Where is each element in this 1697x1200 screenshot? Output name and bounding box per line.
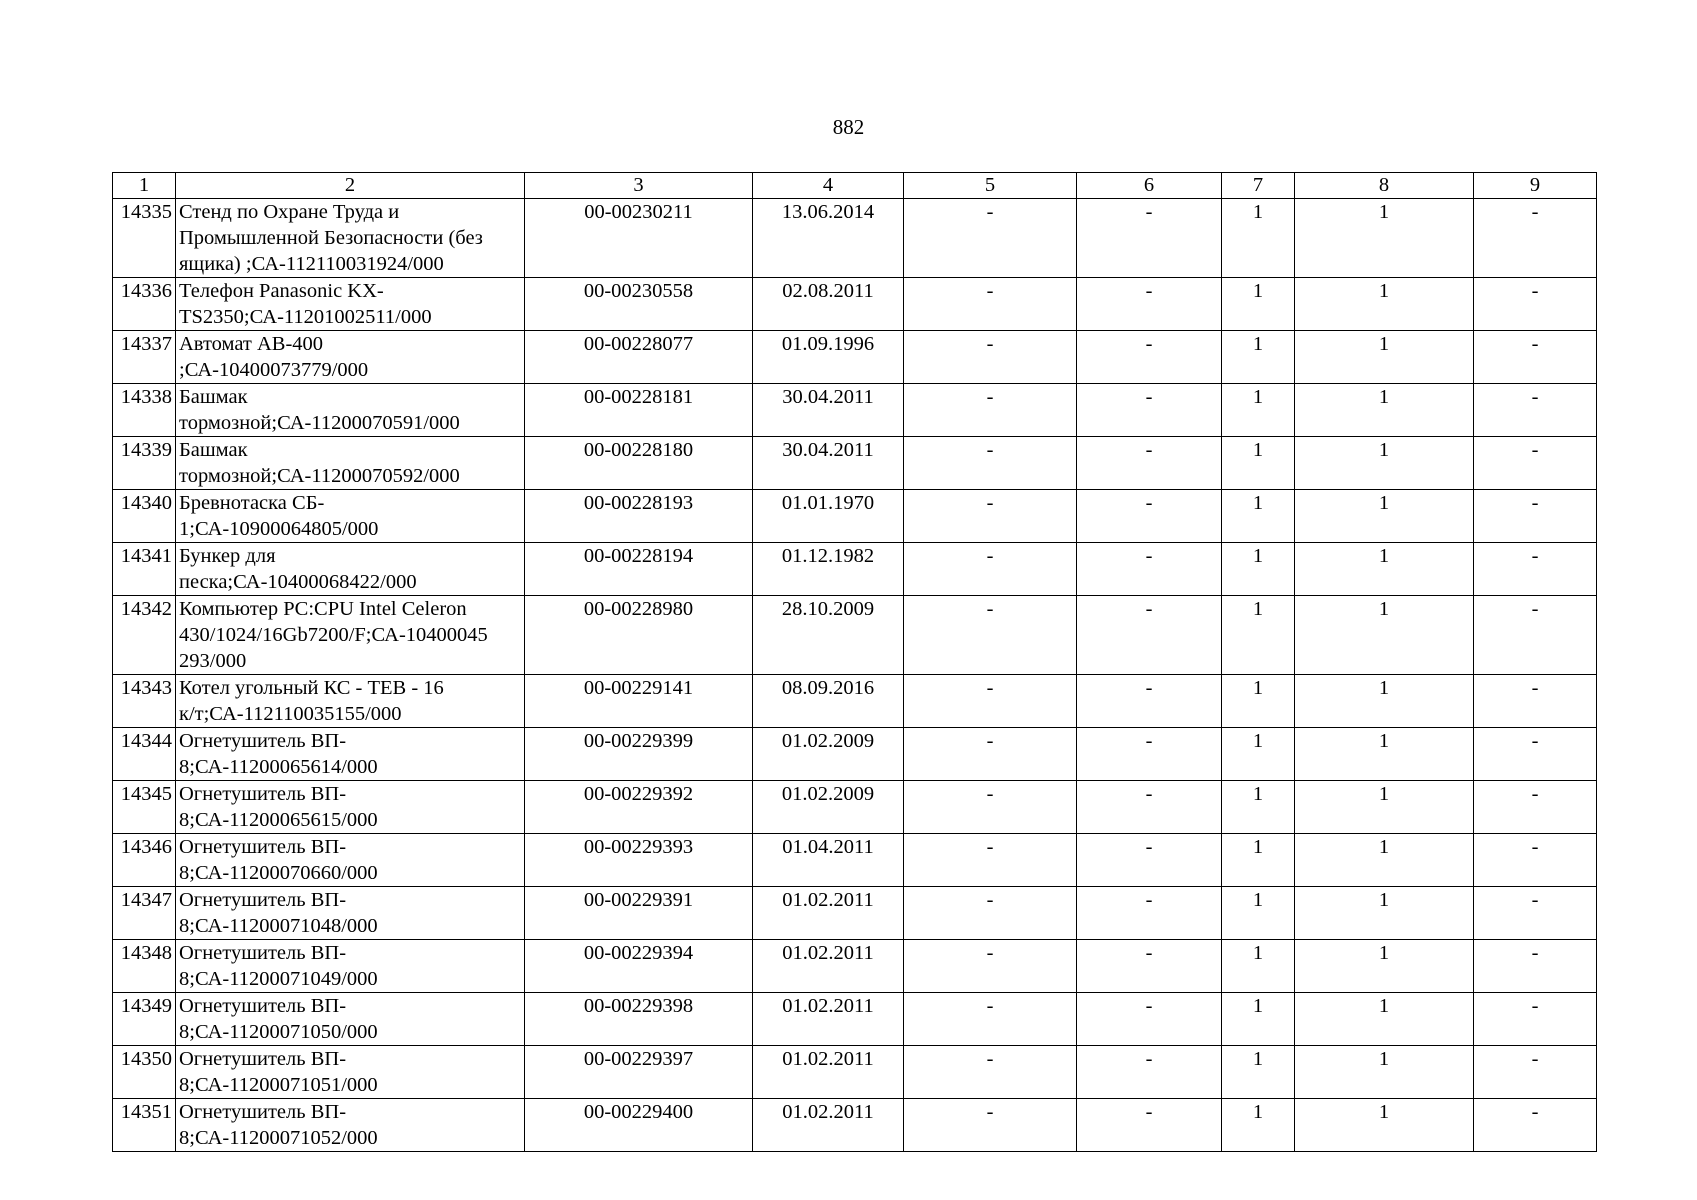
col8-cell: 1: [1295, 490, 1474, 543]
table-body: [113, 199, 1597, 1152]
col7-cell: 1: [1222, 1099, 1295, 1152]
inventory-code: 00-00229394: [525, 940, 753, 993]
row-number: 14340: [113, 490, 176, 543]
col9-cell: -: [1474, 675, 1597, 728]
column-header: 6: [1077, 173, 1222, 199]
col5-cell: -: [904, 331, 1077, 384]
row-number: 14346: [113, 834, 176, 887]
date-cell: 28.10.2009: [753, 596, 904, 675]
col8-cell: 1: [1295, 887, 1474, 940]
col8-cell: 1: [1295, 993, 1474, 1046]
col7-cell: 1: [1222, 199, 1295, 278]
col7-cell: 1: [1222, 781, 1295, 834]
col5-cell: -: [904, 1046, 1077, 1099]
col5-cell: -: [904, 384, 1077, 437]
col8-cell: 1: [1295, 384, 1474, 437]
col9-cell: -: [1474, 490, 1597, 543]
row-number: 14341: [113, 543, 176, 596]
col5-cell: -: [904, 993, 1077, 1046]
col5-cell: -: [904, 940, 1077, 993]
table-row: [113, 490, 1597, 543]
col7-cell: 1: [1222, 834, 1295, 887]
date-cell: 01.02.2011: [753, 940, 904, 993]
date-cell: 01.02.2011: [753, 887, 904, 940]
table-row: [113, 199, 1597, 278]
col6-cell: -: [1077, 331, 1222, 384]
item-name: Огнетушитель ВП- 8;СА-11200065615/000: [176, 781, 525, 834]
col7-cell: 1: [1222, 993, 1295, 1046]
col8-cell: 1: [1295, 675, 1474, 728]
inventory-code: 00-00229141: [525, 675, 753, 728]
col6-cell: -: [1077, 728, 1222, 781]
date-cell: 30.04.2011: [753, 437, 904, 490]
col8-cell: 1: [1295, 596, 1474, 675]
column-number-row: [113, 173, 1597, 199]
col8-cell: 1: [1295, 278, 1474, 331]
col9-cell: -: [1474, 940, 1597, 993]
col5-cell: -: [904, 781, 1077, 834]
item-name: Компьютер PC:CPU Intel Celeron 430/1024/16Gb7200/F;СА-10400045 293/000: [176, 596, 525, 675]
table-row: [113, 940, 1597, 993]
table-row: [113, 437, 1597, 490]
table-row: [113, 781, 1597, 834]
column-header: 8: [1295, 173, 1474, 199]
row-number: 14337: [113, 331, 176, 384]
col6-cell: -: [1077, 199, 1222, 278]
col7-cell: 1: [1222, 887, 1295, 940]
date-cell: 01.02.2011: [753, 1046, 904, 1099]
col5-cell: -: [904, 1099, 1077, 1152]
inventory-code: 00-00229399: [525, 728, 753, 781]
row-number: 14342: [113, 596, 176, 675]
col6-cell: -: [1077, 887, 1222, 940]
row-number: 14339: [113, 437, 176, 490]
col6-cell: -: [1077, 1099, 1222, 1152]
inventory-code: 00-00228180: [525, 437, 753, 490]
inventory-code: 00-00228077: [525, 331, 753, 384]
column-header: 7: [1222, 173, 1295, 199]
table-row: [113, 596, 1597, 675]
item-name: Котел угольный КС - ТЕВ - 16 к/т;СА-112110035155/000: [176, 675, 525, 728]
item-name: Огнетушитель ВП- 8;СА-11200071052/000: [176, 1099, 525, 1152]
col6-cell: -: [1077, 543, 1222, 596]
col7-cell: 1: [1222, 437, 1295, 490]
inventory-code: 00-00228980: [525, 596, 753, 675]
table-row: [113, 1099, 1597, 1152]
col9-cell: -: [1474, 1099, 1597, 1152]
row-number: 14344: [113, 728, 176, 781]
col6-cell: -: [1077, 384, 1222, 437]
item-name: Огнетушитель ВП- 8;СА-11200071051/000: [176, 1046, 525, 1099]
row-number: 14351: [113, 1099, 176, 1152]
col5-cell: -: [904, 199, 1077, 278]
row-number: 14350: [113, 1046, 176, 1099]
col7-cell: 1: [1222, 596, 1295, 675]
col6-cell: -: [1077, 490, 1222, 543]
col5-cell: -: [904, 278, 1077, 331]
row-number: 14349: [113, 993, 176, 1046]
col6-cell: -: [1077, 675, 1222, 728]
col6-cell: -: [1077, 437, 1222, 490]
item-name: Огнетушитель ВП- 8;СА-11200065614/000: [176, 728, 525, 781]
col7-cell: 1: [1222, 490, 1295, 543]
date-cell: 01.01.1970: [753, 490, 904, 543]
item-name: Бревнотаска СБ- 1;СА-10900064805/000: [176, 490, 525, 543]
item-name: Огнетушитель ВП- 8;СА-11200071048/000: [176, 887, 525, 940]
col9-cell: -: [1474, 887, 1597, 940]
date-cell: 13.06.2014: [753, 199, 904, 278]
inventory-code: 00-00229397: [525, 1046, 753, 1099]
inventory-code: 00-00228193: [525, 490, 753, 543]
col6-cell: -: [1077, 834, 1222, 887]
col9-cell: -: [1474, 199, 1597, 278]
col6-cell: -: [1077, 596, 1222, 675]
col9-cell: -: [1474, 781, 1597, 834]
column-header: 1: [113, 173, 176, 199]
date-cell: 08.09.2016: [753, 675, 904, 728]
col8-cell: 1: [1295, 728, 1474, 781]
col7-cell: 1: [1222, 543, 1295, 596]
row-number: 14338: [113, 384, 176, 437]
row-number: 14343: [113, 675, 176, 728]
col6-cell: -: [1077, 278, 1222, 331]
col6-cell: -: [1077, 781, 1222, 834]
date-cell: 01.02.2011: [753, 993, 904, 1046]
table-row: [113, 278, 1597, 331]
table-row: [113, 1046, 1597, 1099]
item-name: Телефон Panasonic KX- TS2350;СА-11201002511/000: [176, 278, 525, 331]
column-header: 9: [1474, 173, 1597, 199]
col8-cell: 1: [1295, 437, 1474, 490]
item-name: Стенд по Охране Труда и Промышленной Безопасности (без ящика) ;СА-112110031924/000: [176, 199, 525, 278]
item-name: Бункер для песка;СА-10400068422/000: [176, 543, 525, 596]
table-row: [113, 728, 1597, 781]
col5-cell: -: [904, 728, 1077, 781]
col5-cell: -: [904, 543, 1077, 596]
date-cell: 01.09.1996: [753, 331, 904, 384]
column-header: 4: [753, 173, 904, 199]
col5-cell: -: [904, 596, 1077, 675]
row-number: 14336: [113, 278, 176, 331]
col8-cell: 1: [1295, 331, 1474, 384]
col8-cell: 1: [1295, 543, 1474, 596]
row-number: 14335: [113, 199, 176, 278]
col5-cell: -: [904, 490, 1077, 543]
col7-cell: 1: [1222, 1046, 1295, 1099]
asset-table: [112, 172, 1597, 1152]
date-cell: 01.04.2011: [753, 834, 904, 887]
row-number: 14348: [113, 940, 176, 993]
date-cell: 02.08.2011: [753, 278, 904, 331]
table-row: [113, 993, 1597, 1046]
date-cell: 01.12.1982: [753, 543, 904, 596]
col9-cell: -: [1474, 993, 1597, 1046]
col6-cell: -: [1077, 1046, 1222, 1099]
page-number: 882: [832, 115, 865, 139]
item-name: Автомат АВ-400 ;СА-10400073779/000: [176, 331, 525, 384]
item-name: Башмак тормозной;СА-11200070591/000: [176, 384, 525, 437]
col9-cell: -: [1474, 331, 1597, 384]
table-row: [113, 331, 1597, 384]
col9-cell: -: [1474, 834, 1597, 887]
date-cell: 01.02.2009: [753, 728, 904, 781]
col8-cell: 1: [1295, 940, 1474, 993]
table-row: [113, 384, 1597, 437]
item-name: Огнетушитель ВП- 8;СА-11200071049/000: [176, 940, 525, 993]
col7-cell: 1: [1222, 278, 1295, 331]
item-name: Огнетушитель ВП- 8;СА-11200071050/000: [176, 993, 525, 1046]
item-name: Башмак тормозной;СА-11200070592/000: [176, 437, 525, 490]
col9-cell: -: [1474, 543, 1597, 596]
inventory-code: 00-00228194: [525, 543, 753, 596]
col5-cell: -: [904, 834, 1077, 887]
inventory-code: 00-00230558: [525, 278, 753, 331]
col8-cell: 1: [1295, 834, 1474, 887]
col5-cell: -: [904, 675, 1077, 728]
col9-cell: -: [1474, 437, 1597, 490]
col9-cell: -: [1474, 596, 1597, 675]
col5-cell: -: [904, 437, 1077, 490]
col7-cell: 1: [1222, 728, 1295, 781]
date-cell: 30.04.2011: [753, 384, 904, 437]
col7-cell: 1: [1222, 384, 1295, 437]
col8-cell: 1: [1295, 781, 1474, 834]
inventory-code: 00-00229400: [525, 1099, 753, 1152]
col6-cell: -: [1077, 940, 1222, 993]
inventory-code: 00-00229391: [525, 887, 753, 940]
col9-cell: -: [1474, 384, 1597, 437]
inventory-code: 00-00230211: [525, 199, 753, 278]
column-header: 5: [904, 173, 1077, 199]
table-row: [113, 675, 1597, 728]
col6-cell: -: [1077, 993, 1222, 1046]
inventory-code: 00-00228181: [525, 384, 753, 437]
inventory-code: 00-00229398: [525, 993, 753, 1046]
col8-cell: 1: [1295, 199, 1474, 278]
col7-cell: 1: [1222, 331, 1295, 384]
table-row: [113, 887, 1597, 940]
item-name: Огнетушитель ВП- 8;СА-11200070660/000: [176, 834, 525, 887]
date-cell: 01.02.2009: [753, 781, 904, 834]
column-header: 2: [176, 173, 525, 199]
col9-cell: -: [1474, 728, 1597, 781]
row-number: 14347: [113, 887, 176, 940]
table-row: [113, 834, 1597, 887]
col5-cell: -: [904, 887, 1077, 940]
col7-cell: 1: [1222, 940, 1295, 993]
col7-cell: 1: [1222, 675, 1295, 728]
col9-cell: -: [1474, 1046, 1597, 1099]
column-header: 3: [525, 173, 753, 199]
date-cell: 01.02.2011: [753, 1099, 904, 1152]
table-row: [113, 543, 1597, 596]
col8-cell: 1: [1295, 1099, 1474, 1152]
inventory-code: 00-00229392: [525, 781, 753, 834]
col8-cell: 1: [1295, 1046, 1474, 1099]
col9-cell: -: [1474, 278, 1597, 331]
inventory-code: 00-00229393: [525, 834, 753, 887]
row-number: 14345: [113, 781, 176, 834]
